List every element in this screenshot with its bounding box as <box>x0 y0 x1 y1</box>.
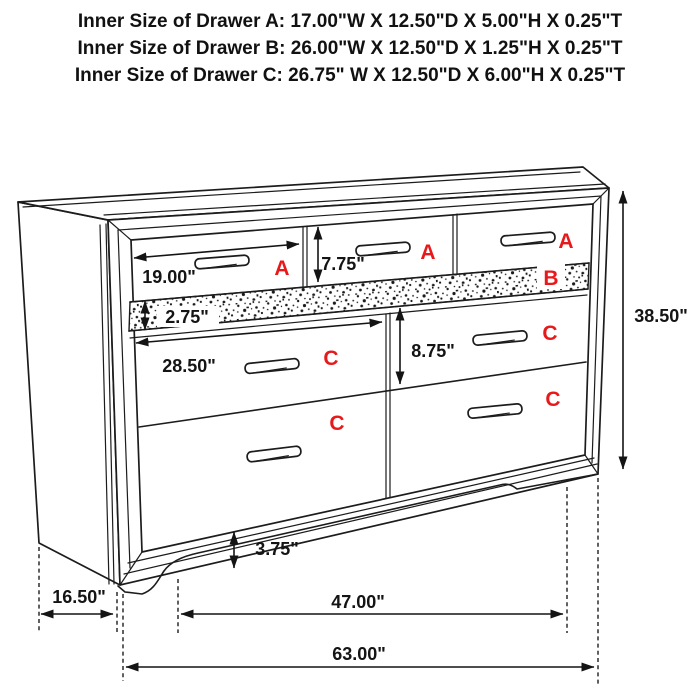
drawer-label-c-right-bottom: C <box>545 388 561 411</box>
header-line-drawer-b: Inner Size of Drawer B: 26.00"W X 12.50"D X 1.25"H X 0.25"T <box>77 38 623 59</box>
drawer-label-b-group <box>537 264 565 290</box>
drawer-label-c-left-top: C <box>323 347 339 370</box>
drawer-label-c-left-bottom: C <box>329 412 345 435</box>
dim-drawer-a-height-label: 7.75" <box>321 254 365 274</box>
dim-inner-width-label: 47.00" <box>331 592 385 612</box>
drawer-label-a2: A <box>420 241 436 264</box>
drawer-label-b: B <box>543 267 559 290</box>
dim-inner-width <box>181 592 563 614</box>
dim-foot-height-label: 3.75" <box>255 539 299 559</box>
drawer-label-a3: A <box>558 230 574 253</box>
drawer-label-a1: A <box>274 257 290 280</box>
header-line-drawer-c: Inner Size of Drawer C: 26.75" W X 12.50"D X 6.00"H X 0.25"T <box>74 65 626 86</box>
dim-overall-width <box>126 644 594 667</box>
dim-strip-b-height-label: 2.75" <box>165 307 209 327</box>
dim-drawer-c-height-label: 8.75" <box>411 341 455 361</box>
dim-overall-height-label: 38.50" <box>634 306 688 326</box>
dim-overall-width-label: 63.00" <box>332 644 386 664</box>
dim-side-depth <box>41 587 113 614</box>
dim-drawer-c-width-label: 28.50" <box>162 356 216 376</box>
dim-side-depth-label: 16.50" <box>52 587 106 607</box>
dresser-side-panel <box>18 202 120 585</box>
header-line-drawer-a: Inner Size of Drawer A: 17.00"W X 12.50"D X 5.00"H X 0.25"T <box>77 11 623 32</box>
dim-overall-height <box>623 191 688 469</box>
dim-drawer-a-width-label: 19.00" <box>142 267 196 287</box>
drawer-label-c-right-top: C <box>542 322 558 345</box>
